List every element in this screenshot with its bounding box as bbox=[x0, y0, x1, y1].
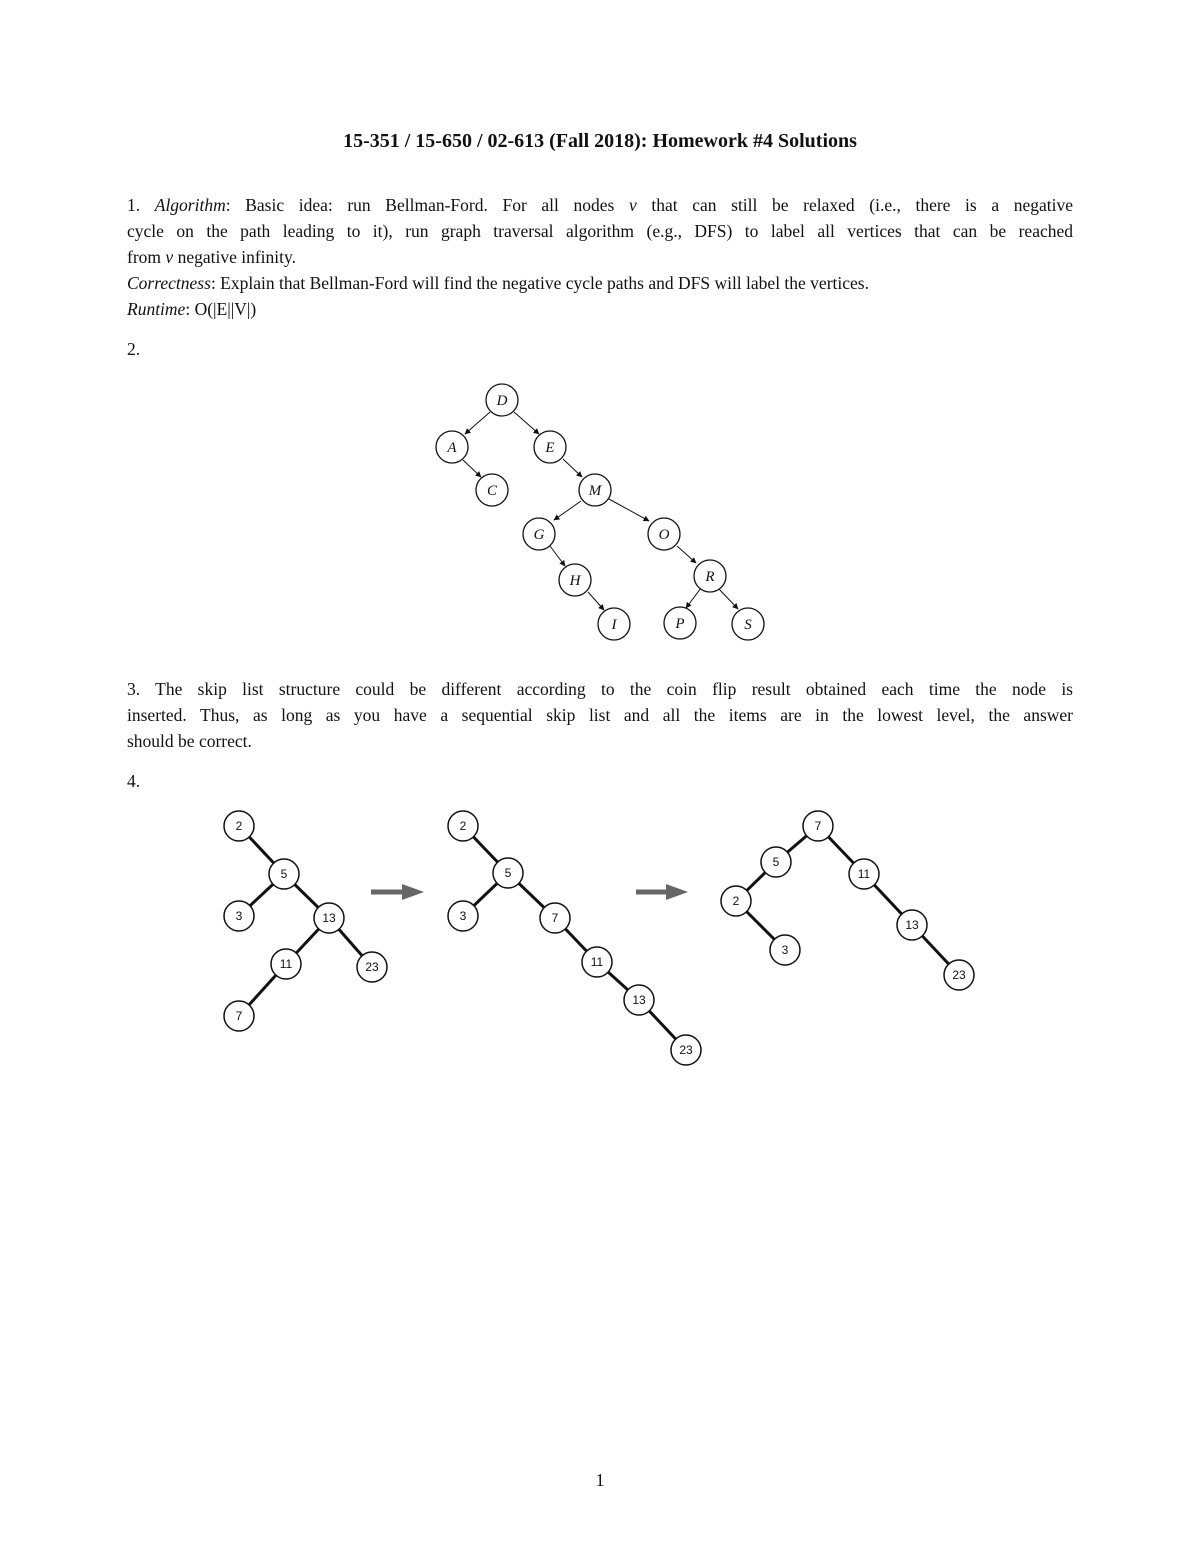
t1-node-11: 11 bbox=[279, 957, 293, 971]
t1-node-23: 23 bbox=[365, 960, 379, 974]
edge-D-A bbox=[465, 412, 490, 434]
q3-line-3: should be correct. bbox=[127, 731, 252, 751]
var-v-2: v bbox=[165, 247, 174, 267]
label-O: O bbox=[658, 527, 670, 543]
label-I: I bbox=[611, 617, 617, 633]
edge-R-P bbox=[686, 588, 701, 608]
var-v: v bbox=[628, 195, 637, 215]
label-R: R bbox=[705, 569, 715, 585]
arrow-right-icon bbox=[636, 884, 688, 900]
t1-node-13: 13 bbox=[322, 911, 336, 925]
t3-node-5: 5 bbox=[772, 855, 780, 869]
q2-number: 2. bbox=[127, 339, 141, 359]
runtime-label: Runtime bbox=[127, 299, 186, 319]
correctness-text: : Explain that Bellman-Ford will find the negative cycle paths and DFS will label the vertices. bbox=[210, 273, 869, 293]
from-text: from bbox=[127, 247, 162, 267]
page-number: 1 bbox=[595, 1470, 605, 1490]
tree-1 bbox=[224, 811, 387, 1031]
label-D: D bbox=[496, 393, 508, 409]
t2-node-5: 5 bbox=[504, 866, 512, 880]
tree-2 bbox=[448, 811, 701, 1065]
q1-line-2: cycle on the path leading to it), run graph traversal algorithm (e.g., DFS) to label all vertices that can be reached bbox=[127, 221, 1073, 241]
runtime-text: : O(|E||V|) bbox=[185, 299, 257, 319]
q1-number: 1. bbox=[127, 195, 141, 215]
arrow-right-icon bbox=[371, 884, 424, 900]
t2-node-7: 7 bbox=[551, 911, 559, 925]
q2-bst-diagram bbox=[436, 384, 764, 640]
label-P: P bbox=[675, 616, 685, 632]
label-H: H bbox=[569, 573, 581, 589]
edge-M-G bbox=[554, 501, 581, 520]
correctness-label: Correctness bbox=[127, 273, 211, 293]
edge-H-I bbox=[588, 592, 604, 610]
t3-node-3: 3 bbox=[781, 943, 789, 957]
t1-node-2: 2 bbox=[235, 819, 243, 833]
q4-splay-diagram bbox=[224, 811, 974, 1065]
t1-node-7: 7 bbox=[235, 1009, 243, 1023]
edge-M-O bbox=[609, 499, 649, 521]
t1-node-3: 3 bbox=[235, 909, 243, 923]
negative-infinity-text: negative infinity. bbox=[177, 247, 296, 267]
t1-node-5: 5 bbox=[280, 867, 288, 881]
label-S: S bbox=[744, 617, 752, 633]
t3-node-11: 11 bbox=[857, 867, 871, 881]
edge-E-M bbox=[563, 459, 582, 477]
label-C: C bbox=[486, 483, 498, 499]
t3-node-23: 23 bbox=[952, 968, 966, 982]
algorithm-label: Algorithm bbox=[154, 195, 226, 215]
t2-node-13: 13 bbox=[632, 993, 646, 1007]
label-A: A bbox=[447, 440, 457, 456]
edge-A-C bbox=[463, 460, 481, 477]
q3-line-2: inserted. Thus, as long as you have a sequential skip list and all the items are in the lowest level, the answer bbox=[127, 705, 1073, 725]
edge-G-H bbox=[550, 546, 565, 566]
label-E: E bbox=[545, 440, 555, 456]
label-G: G bbox=[533, 527, 545, 543]
q3-line-1: 3. The skip list structure could be different according to the coin flip result obtained each time the node is bbox=[127, 679, 1073, 699]
t3-node-13: 13 bbox=[905, 918, 919, 932]
edge-D-E bbox=[514, 412, 539, 434]
t2-node-11: 11 bbox=[590, 955, 604, 969]
t3-node-7: 7 bbox=[814, 819, 822, 833]
edge-O-R bbox=[677, 546, 696, 563]
q4-number: 4. bbox=[127, 771, 141, 791]
page-title: 15-351 / 15-650 / 02-613 (Fall 2018): Homework #4 Solutions bbox=[343, 130, 857, 152]
tree-3 bbox=[721, 811, 974, 990]
edge-R-S bbox=[718, 588, 738, 609]
t3-node-2: 2 bbox=[732, 894, 740, 908]
label-M: M bbox=[588, 483, 602, 499]
algorithm-text-end: that can still be relaxed (i.e., there is a negative bbox=[651, 195, 1074, 215]
t2-node-23: 23 bbox=[679, 1043, 693, 1057]
algorithm-text: : Basic idea: run Bellman-Ford. For all nodes bbox=[225, 195, 615, 215]
t2-node-2: 2 bbox=[459, 819, 467, 833]
t2-node-3: 3 bbox=[459, 909, 467, 923]
